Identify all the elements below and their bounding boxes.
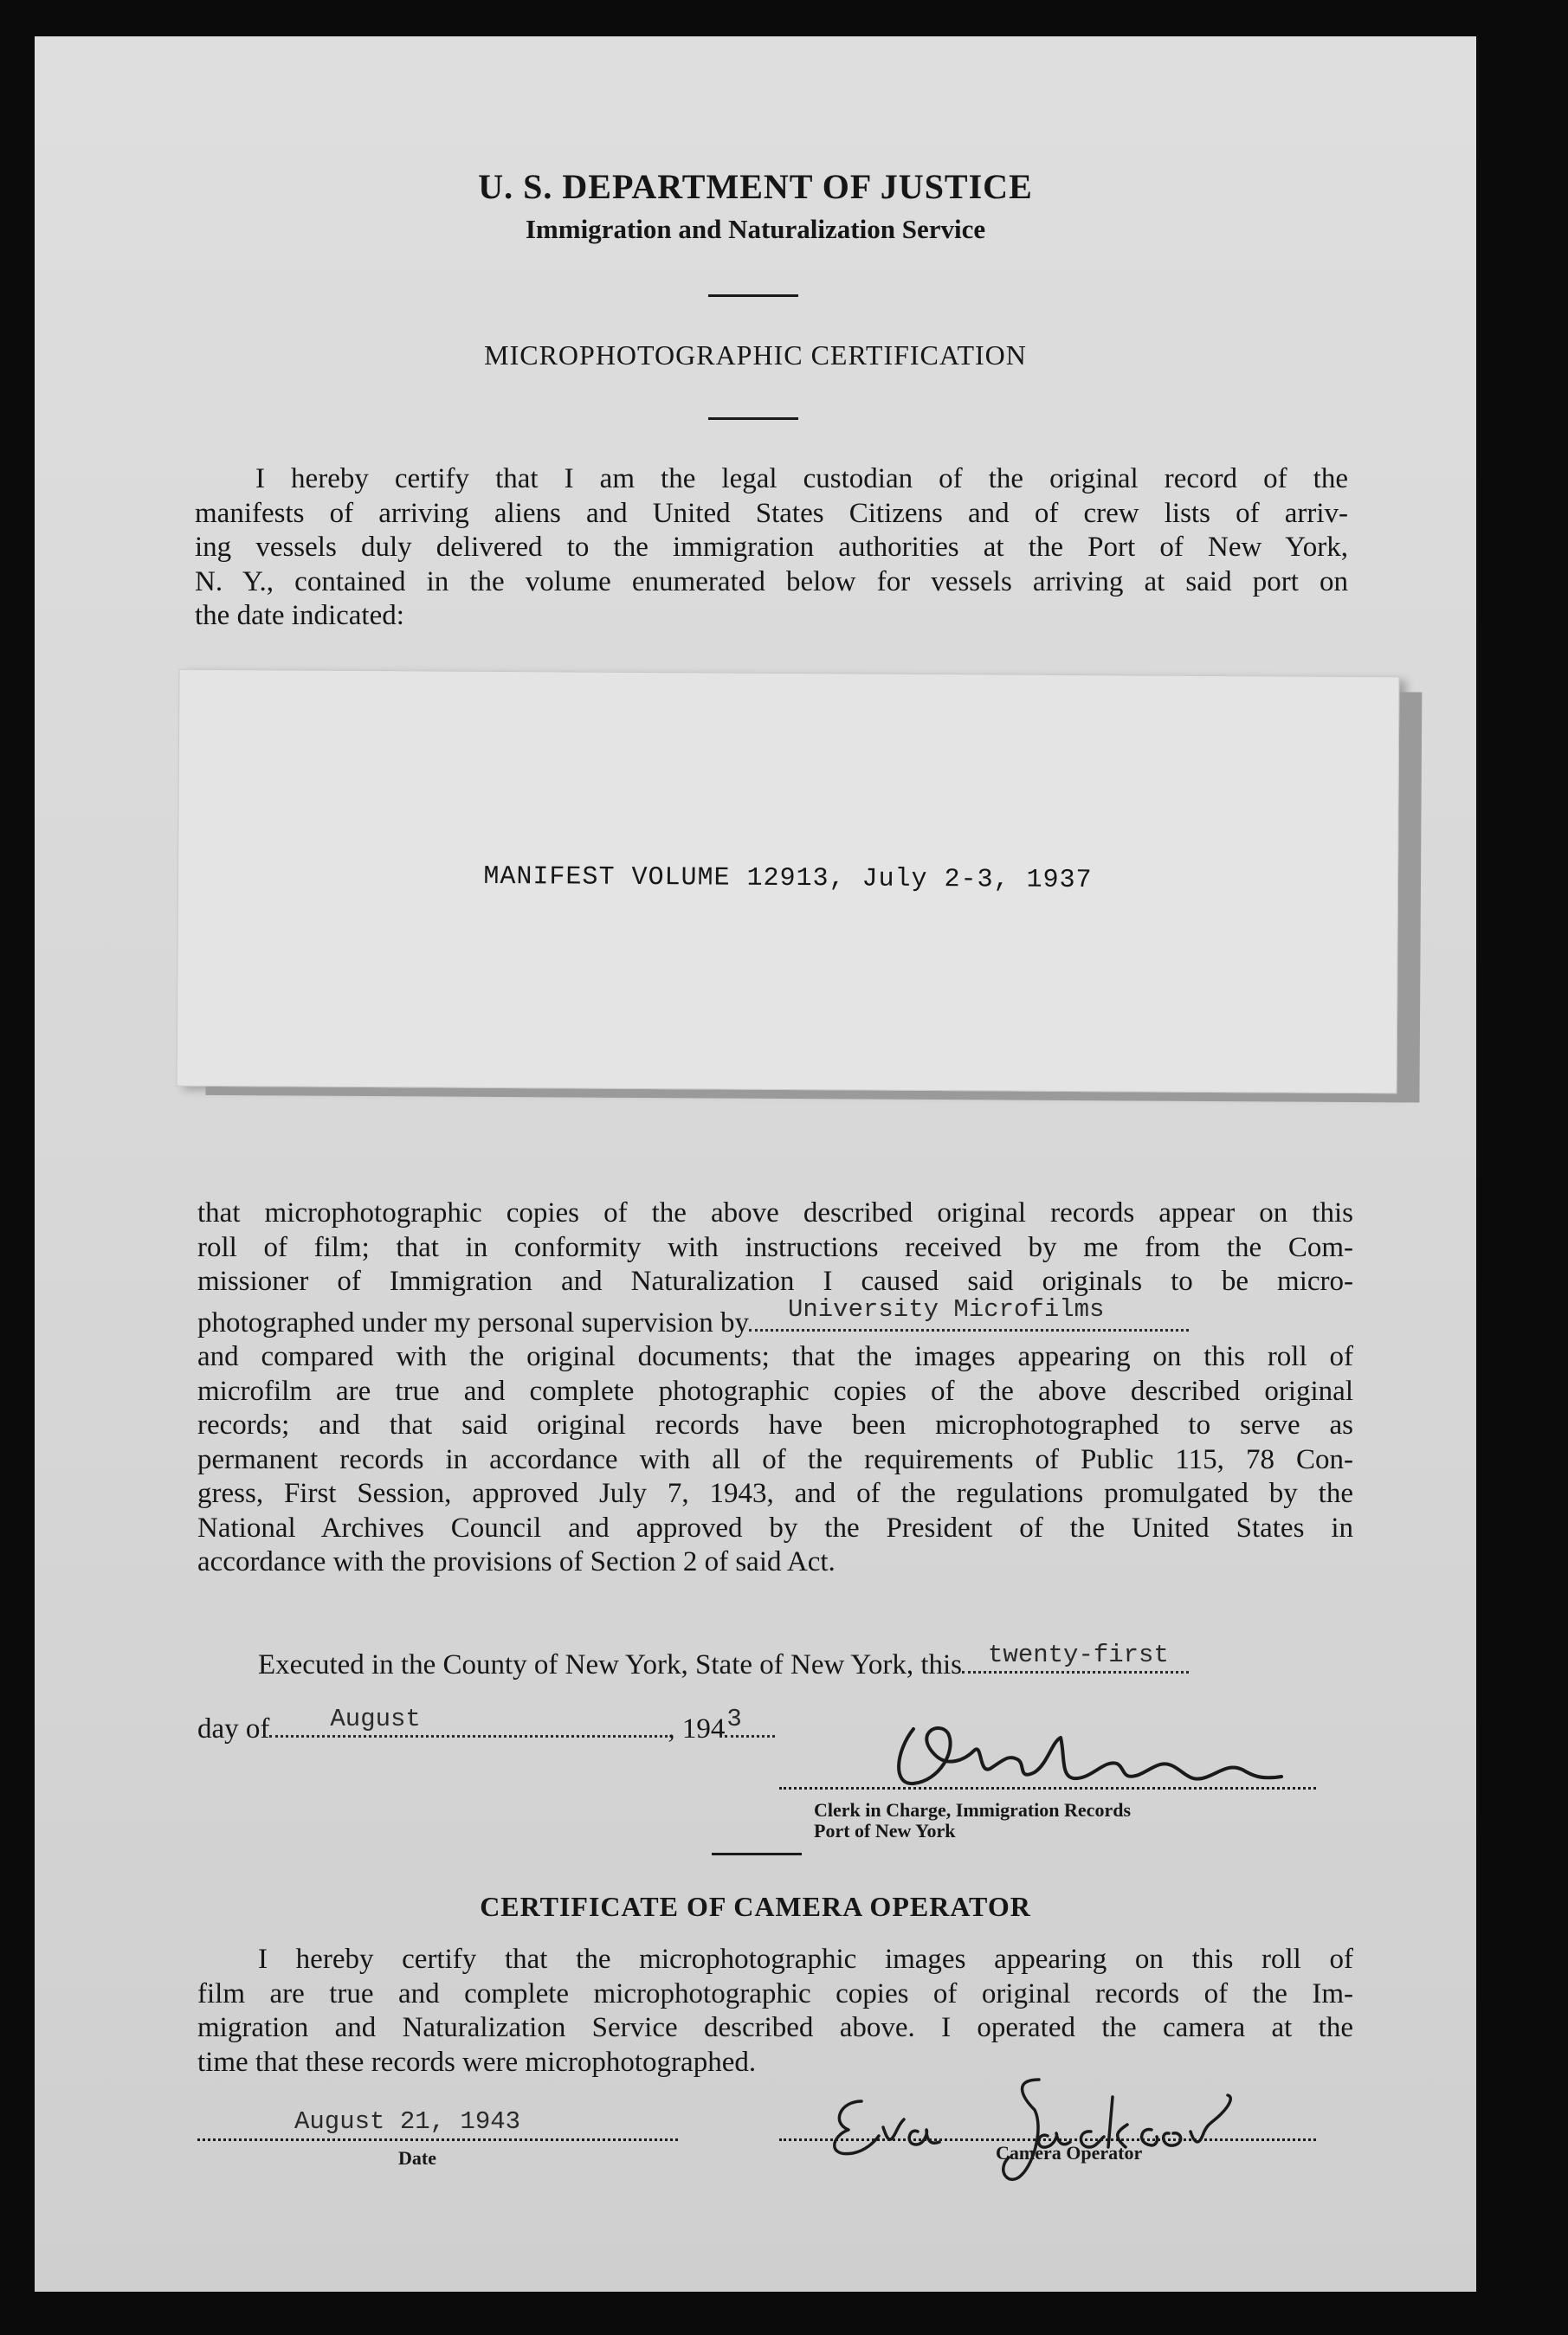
day-of-label: day of: [197, 1713, 270, 1745]
body-line: microfilm are true and complete photographic copies of the above described original: [197, 1375, 1353, 1407]
body-line: missioner of Immigration and Naturalization I caused said originals to be micro-: [197, 1266, 1353, 1297]
intro-line: N. Y., contained in the volume enumerated below for vessels arriving at said port on: [195, 565, 1348, 597]
year-digit: 3: [726, 1705, 742, 1733]
intro-line: manifests of arriving aliens and United States Citizens and of crew lists of arriv-: [195, 497, 1348, 529]
body-line: gress, First Session, approved July 7, 1943, and of the regulations promulgated by the: [197, 1478, 1353, 1509]
operator-label: Camera Operator: [996, 2142, 1143, 2164]
operator-signature: [814, 2062, 1264, 2201]
body-paragraph: [197, 1197, 1353, 1580]
supervision-value: University Microfilms: [787, 1295, 1105, 1324]
body-line: that microphotographic copies of the above described original records appear on this: [197, 1197, 1353, 1229]
manifest-label: [177, 669, 1400, 1094]
year-field: [725, 1705, 775, 1738]
body-line: roll of film; that in conformity with instructions received by me from the Com-: [197, 1231, 1353, 1263]
intro-line: ing vessels duly delivered to the immigration authorities at the Port of New York,: [195, 532, 1348, 563]
date-label: Date: [398, 2147, 436, 2169]
department-heading: U. S. DEPARTMENT OF JUSTICE: [478, 167, 1033, 206]
month-value: August: [330, 1705, 421, 1733]
camera-line: time that these records were microphotographed.: [197, 2046, 757, 2078]
camera-certificate-heading: CERTIFICATE OF CAMERA OPERATOR: [480, 1891, 1031, 1922]
date-line: [197, 2138, 678, 2141]
executed-day-value: twenty-first: [988, 1641, 1169, 1669]
title-divider: [708, 417, 798, 420]
intro-line: the date indicated:: [195, 600, 404, 631]
month-field: [269, 1705, 668, 1738]
service-subheading: Immigration and Naturalization Service: [525, 214, 986, 244]
camera-paragraph: [197, 1943, 1353, 2080]
executed-day-field: [962, 1641, 1189, 1674]
supervision-field: [749, 1295, 1189, 1332]
manifest-volume-text: MANIFEST VOLUME 12913, July 2-3, 1937: [483, 861, 1093, 896]
certification-title: MICROPHOTOGRAPHIC CERTIFICATION: [484, 339, 1027, 371]
intro-paragraph: [195, 462, 1348, 634]
year-prefix: 194: [681, 1713, 726, 1745]
camera-line: migration and Naturalization Service described above. I operated the camera at the: [197, 2012, 1353, 2043]
executed-line: [258, 1641, 1189, 1681]
supervision-prefix: photographed under my personal supervision by: [197, 1306, 749, 1338]
day-of-line: day of August , 194 3: [197, 1709, 775, 1745]
clerk-title: Clerk in Charge, Immigration Records: [814, 1799, 1132, 1821]
certificate-page: [35, 36, 1476, 2292]
body-line: records; and that said original records have been microphotographed to serve as: [197, 1409, 1353, 1441]
camera-line: I hereby certify that the microphotographic images appearing on this roll of: [258, 1944, 1353, 1975]
body-line: accordance with the provisions of Section 2 of said Act.: [197, 1546, 836, 1577]
body-line: National Archives Council and approved by the President of the United States in: [197, 1512, 1353, 1544]
supervision-line: [197, 1295, 1353, 1341]
clerk-signature: [887, 1716, 1294, 1798]
camera-line: film are true and complete microphotographic copies of original records of the Im-: [197, 1977, 1353, 2009]
header-divider: [708, 294, 798, 297]
body-line: permanent records in accordance with all of the requirements of Public 115, 78 Con-: [197, 1443, 1353, 1475]
body-line: and compared with the original documents; that the images appearing on this roll of: [197, 1341, 1353, 1372]
section-divider: [712, 1853, 802, 1855]
date-value: August 21, 1943: [294, 2107, 521, 2136]
executed-prefix: Executed in the County of New York, State of New York, this: [258, 1649, 963, 1680]
intro-line: I hereby certify that I am the legal custodian of the original record of the: [255, 463, 1348, 494]
clerk-port: Port of New York: [814, 1820, 956, 1842]
